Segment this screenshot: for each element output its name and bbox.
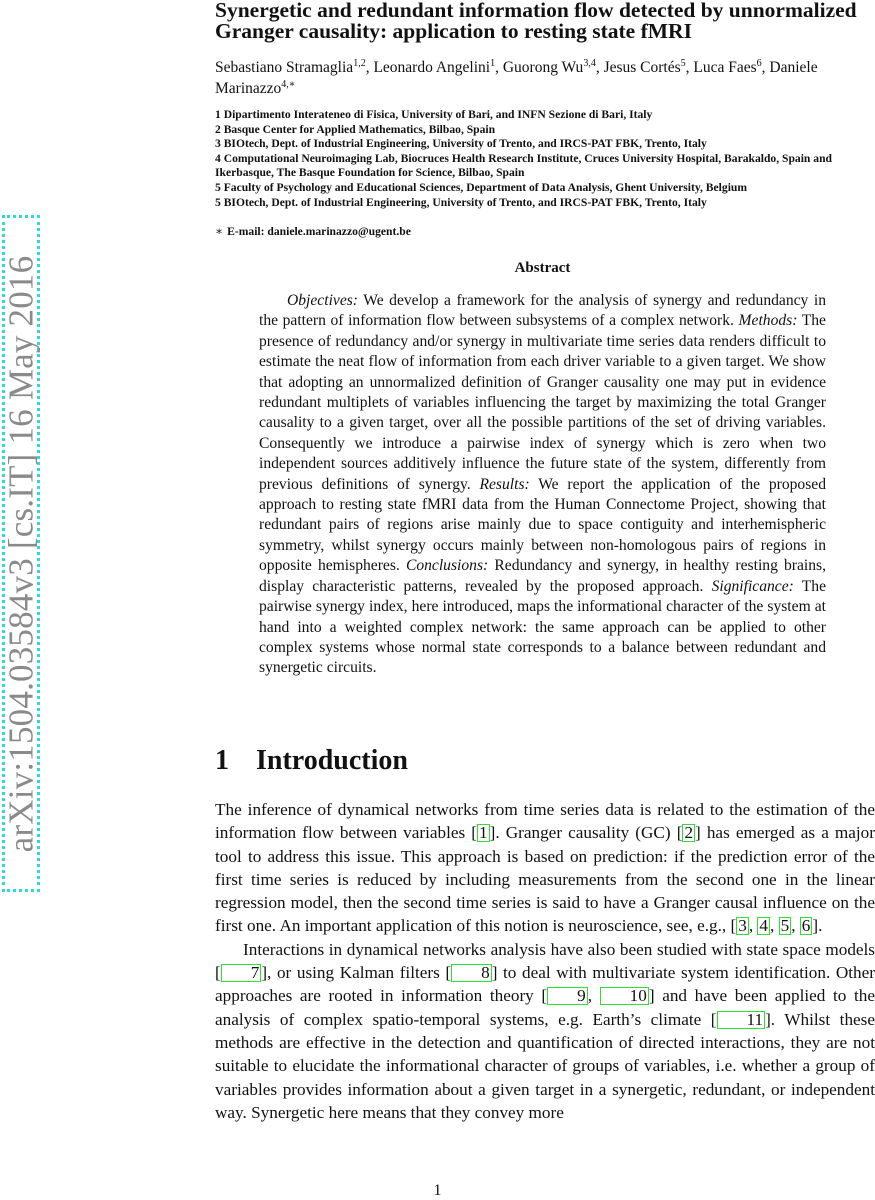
author-affiliation-marker: 4,∗ — [281, 78, 296, 90]
author-name: Leonardo Angelini — [373, 59, 491, 76]
author-separator: , — [595, 59, 604, 76]
affiliation-line: 4 Computational Neuroimaging Lab, Biocruces Health Research Institute, Cruces University Hospital, Barakaldo, Spain and Ikerbasque, The Basque Foundation for Science, Bilbao, Spain — [215, 151, 832, 180]
author-affiliation-marker: 1,2 — [353, 57, 366, 69]
body-text-run: ]. Granger causality (GC) [ — [489, 823, 683, 843]
section-heading — [215, 744, 408, 778]
author-list — [215, 57, 870, 99]
abstract-section-text: The pairwise synergy index, here introduced, maps the informational character of the system at hand into a weighted complex network: the same approach can be applied to other complex systems whose normal state corresponds to a balance between redundant and synergetic circuits. — [259, 577, 826, 677]
affiliation-line: 5 Faculty of Psychology and Educational Sciences, Department of Data Analysis, Ghent University, Belgium — [215, 180, 748, 194]
citation-link[interactable]: 2 — [684, 823, 694, 843]
affiliation-line: 5 BIOtech, Dept. of Industrial Engineering, University of Trento, and IRCS-PAT FBK, Trento, Italy — [215, 195, 707, 209]
citation-link[interactable]: 5 — [780, 916, 790, 936]
author-name: Luca Faes — [693, 59, 757, 76]
arxiv-stamp — [2, 215, 40, 892]
abstract-body — [259, 291, 826, 679]
author-affiliation-marker: 6 — [756, 57, 762, 69]
abstract-section-text: We report the application of the proposed approach to resting state fMRI data from the Human Connectome Project, showing that redundant pairs of regions arise mainly due to space contiguity and interhemispheric symmetry, whilst synergy occurs mainly between non-homologous pairs of regions in opposite hemispheres. — [259, 475, 827, 575]
body-text-run: , — [791, 916, 800, 936]
citation-link[interactable]: 4 — [759, 916, 769, 936]
abstract-section-label: Methods: — [738, 312, 798, 330]
author-name: Sebastiano Stramaglia — [215, 59, 354, 76]
abstract-section-label: Significance: — [711, 577, 794, 595]
body-text-run: , — [770, 916, 779, 936]
author-affiliation-marker: 5 — [680, 57, 686, 69]
citation-link[interactable]: 9 — [547, 987, 588, 1005]
author-separator: , — [685, 59, 694, 76]
author-name: Jesus Cortés — [603, 59, 681, 76]
affiliation-line: 1 Dipartimento Interateneo di Fisica, University of Bari, and INFN Sezione di Bari, Italy — [215, 108, 653, 121]
page-number: 1 — [433, 1182, 442, 1199]
section-title: Introduction — [256, 745, 408, 776]
author-separator: , — [495, 59, 503, 76]
intro-paragraph-2 — [215, 938, 875, 1124]
citation-link[interactable]: 3 — [738, 916, 747, 936]
citation-link[interactable]: 8 — [451, 964, 492, 982]
corresponding-email — [215, 224, 870, 239]
introduction-body — [215, 798, 875, 1124]
author-name: Daniele Marinazzo — [215, 59, 818, 97]
body-text-run: Interactions in dynamical networks analysis have also been studied with state space models [ — [215, 939, 875, 983]
abstract-section-label: Results: — [479, 475, 530, 493]
body-text-run: The inference of dynamical networks from time series data is related to the estimation of the information flow between variables [ — [215, 800, 875, 843]
affiliation-list — [215, 108, 870, 210]
abstract-section-text: The presence of redundancy and/or synergy in multivariate time series data renders difficult to estimate the neat flow of information from each driver variable to a given target. We show that adopting an unnormalized definition of Granger causality one may put in evidence redundant multiplets of variables influencing the target by maximizing the total Granger causality to a given target, over all the possible partitions of the set of driving variables. Consequently we introduce a pairwise index of synergy which is zero when two independent sources additively influence the future state of the system, differently from previous definitions of synergy. — [259, 312, 826, 493]
citation-link[interactable]: 6 — [801, 916, 811, 936]
citation-link[interactable]: 10 — [600, 987, 649, 1005]
affiliation-line: 2 Basque Center for Applied Mathematics, Bilbao, Spain — [215, 122, 496, 136]
citation-link[interactable]: 7 — [221, 964, 262, 982]
author-separator: , — [761, 59, 770, 76]
body-text-run: ] and have been applied to the analysis of complex spatio-temporal systems, e.g. Earth’s climate [ — [215, 986, 875, 1029]
arxiv-stamp-text: arXiv:1504.03584v3 [cs.IT] 16 May 2016 — [1, 255, 41, 852]
author-separator: , — [365, 59, 374, 76]
section-number: 1 — [215, 745, 229, 776]
citation-link[interactable]: 11 — [717, 1011, 766, 1029]
abstract-heading: Abstract — [514, 260, 571, 276]
body-text-run: ]. Whilst these methods are effective in the detection and quantification of directed interactions, they are not suitable to elucidate the informational character of groups of variables, i.e. whether a group of variables provides information about a given target in a synergetic, redundant, or independent way. Synergetic here means that they convey more — [215, 1009, 875, 1122]
affiliation-line: 3 BIOtech, Dept. of Industrial Engineering, University of Trento, and IRCS-PAT FBK, Trento, Italy — [215, 137, 707, 151]
body-text-run: ], or using Kalman filters [ — [261, 963, 452, 983]
abstract-section-text: Redundancy and synergy, in healthy resting brains, display characteristic patterns, revealed by the proposed approach. — [259, 557, 827, 595]
citation-link[interactable]: 1 — [479, 823, 488, 843]
paper-title: Synergetic and redundant information flow detected by unnormalized Granger causality: application to resting state fMRI — [215, 0, 857, 43]
body-text-run: ] to deal with multivariate system identification. Other approaches are rooted in information theory [ — [215, 963, 875, 1006]
author-affiliation-marker: 3,4 — [583, 57, 596, 69]
body-text-run: ]. — [812, 916, 823, 936]
abstract-section-text: We develop a framework for the analysis of synergy and redundancy in the pattern of information flow between subsystems of a complex network. — [259, 292, 826, 330]
body-text-run: , — [748, 916, 758, 936]
abstract-section-label: Conclusions: — [405, 557, 489, 575]
author-affiliation-marker: 1 — [490, 57, 496, 69]
body-text-run: ] has emerged as a major tool to address this issue. This approach is based on prediction: if the prediction error of the first time series is reduced by including measurements from the second one in the linear regression model, then the second time series is said to have a Granger causal influence on the first one. An important application of this notion is neuroscience, see, e.g., [ — [215, 823, 875, 936]
author-name: Guorong Wu — [502, 59, 584, 76]
intro-paragraph-1 — [215, 798, 875, 938]
email-text: E-mail: daniele.marinazzo@ugent.be — [227, 225, 411, 238]
email-marker: ∗ — [215, 224, 224, 238]
body-text-run: , — [587, 986, 600, 1006]
abstract-section-label: Objectives: — [287, 292, 359, 309]
